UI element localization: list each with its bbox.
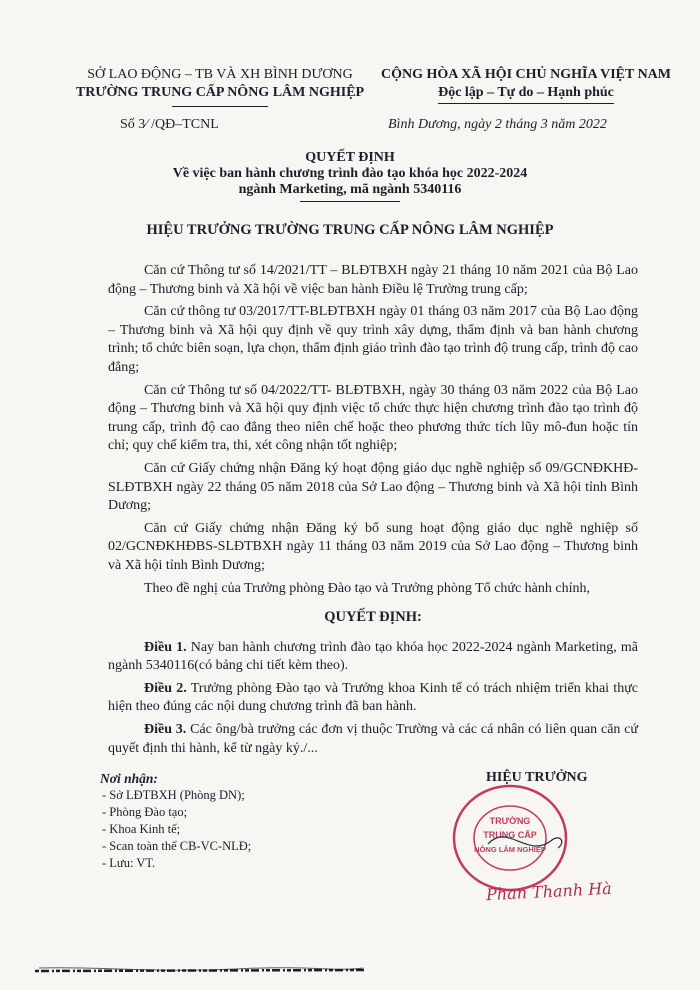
preamble-paragraph: Căn cứ Giấy chứng nhận Đăng ký bổ sung hoạt động giáo dục nghề nghiệp số 02/GCNĐKHĐBS-SLĐTBXH ngày 11 tháng 03 năm 2019 của Sở Lao động – Thương binh và Xã hội tỉnh Bình Dương;: [108, 520, 638, 573]
national-motto: Độc lập – Tự do – Hạnh phúc: [438, 84, 614, 104]
document-number: Số 3⁄ /QĐ–TCNL: [120, 117, 219, 132]
article-1: [108, 639, 638, 676]
recipients-list: [100, 770, 251, 872]
subject-line-1: Về việc ban hành chương trình đào tạo khóa học 2022-2024: [172, 166, 528, 181]
seal-text-line-3: NÔNG LÂM NGHIỆP: [474, 845, 546, 854]
decision-heading: QUYẾT ĐỊNH:: [324, 609, 422, 626]
document-body: [108, 262, 638, 762]
official-seal: [448, 782, 584, 894]
preamble-paragraph: Căn cứ Thông tư số 14/2021/TT – BLĐTBXH ngày 21 tháng 10 năm 2021 của Bộ Lao động – Thương binh và Xã hội về việc ban hành Điều lệ Trường trung cấp;: [108, 263, 638, 297]
org-underline: [172, 106, 268, 107]
article-text: Các ông/bà trưởng các đơn vị thuộc Trường và các cá nhân có liên quan căn cứ quyết định thi hành, kể từ ngày ký./...: [108, 722, 639, 756]
article-label: Điều 1.: [144, 639, 187, 655]
scan-artifact: [35, 962, 365, 978]
subject-line-2: ngành Marketing, mã ngành 5340116: [238, 182, 462, 197]
recipient-item: - Scan toàn thể CB-VC-NLĐ;: [102, 839, 252, 853]
article-2: [108, 680, 638, 717]
decision-title: [40, 150, 660, 198]
issuing-authority: HIỆU TRƯỞNG TRƯỜNG TRUNG CẤP NÔNG LÂM NGHIỆP: [146, 222, 554, 238]
issuing-organization: [60, 66, 380, 102]
signer-title: HIỆU TRƯỞNG: [486, 770, 588, 785]
national-header: [360, 66, 692, 104]
preamble-paragraph: Căn cứ thông tư 03/2017/TT-BLĐTBXH ngày 01 tháng 03 năm 2017 của Bộ Lao động – Thương binh và Xã hội quy định về quy trình xây dựng, thẩm định và ban hành chương trình; tổ chức biên soạn, lựa chọn, thẩm định giáo trình đào tạo trình độ trung cấp, trình độ cao đẳng;: [108, 304, 638, 375]
issue-date: Bình Dương, ngày 2 tháng 3 năm 2022: [388, 117, 607, 132]
preamble-paragraph: Căn cứ Giấy chứng nhận Đăng ký hoạt động giáo dục nghề nghiệp số 09/GCNĐKHĐ-SLĐTBXH ngày 22 tháng 05 năm 2018 của Sở Lao động – Thương binh và Xã hội tỉnh Bình Dương;: [108, 460, 638, 514]
org-line-2: TRƯỜNG TRUNG CẤP NÔNG LÂM NGHIỆP: [75, 85, 365, 100]
signer-name: Phan Thanh Hà: [485, 878, 613, 905]
article-3: [108, 721, 638, 758]
recipient-item: - Sở LĐTBXH (Phòng DN);: [102, 788, 245, 802]
country-name: CỘNG HÒA XÃ HỘI CHỦ NGHĨA VIỆT NAM: [380, 67, 671, 82]
seal-text-line-2: TRUNG CẤP: [483, 830, 537, 840]
preamble-paragraph: Căn cứ Thông tư số 04/2022/TT- BLĐTBXH, ngày 30 tháng 03 năm 2022 của Bộ Lao động – Thương binh và Xã hội quy định việc tổ chức thực hiện chương trình đào tạo trình độ trung cấp, trình độ cao đẳng theo niên chế hoặc theo phương thức tích lũy mô-đun hoặc tín chỉ; quy chế kiểm tra, thi, xét công nhận tốt nghiệp;: [108, 382, 638, 454]
article-text: Nay ban hành chương trình đào tạo khóa học 2022-2024 ngành Marketing, mã ngành 5340116(có bảng chi tiết kèm theo).: [108, 639, 639, 674]
article-label: Điều 2.: [144, 680, 187, 696]
recipient-item: - Phòng Đào tạo;: [102, 805, 188, 819]
preamble-paragraph: Theo đề nghị của Trưởng phòng Đào tạo và Trưởng phòng Tổ chức hành chính,: [144, 580, 590, 596]
title-underline: [300, 201, 400, 202]
org-line-1: SỞ LAO ĐỘNG – TB VÀ XH BÌNH DƯƠNG: [87, 67, 353, 82]
recipients-heading: Nơi nhận:: [100, 771, 158, 786]
article-label: Điều 3.: [144, 722, 187, 738]
document-type: QUYẾT ĐỊNH: [305, 150, 395, 165]
article-text: Trưởng phòng Đào tạo và Trưởng khoa Kinh tế có trách nhiệm triển khai thực hiện theo đúng các nội dung chương trình đã ban hành.: [108, 680, 639, 715]
recipient-item: - Khoa Kinh tế;: [102, 822, 181, 836]
recipient-item: - Lưu: VT.: [102, 856, 156, 870]
seal-text-line-1: TRƯỜNG: [489, 816, 531, 826]
